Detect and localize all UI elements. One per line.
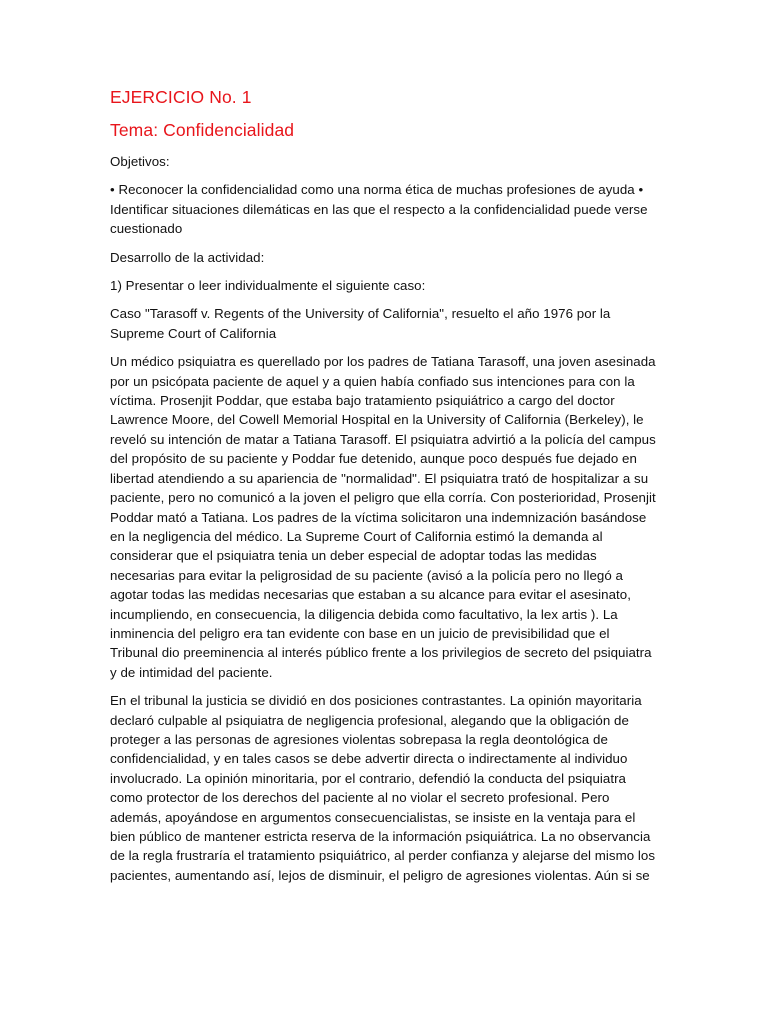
case-title: Caso "Tarasoff v. Regents of the University of California", resuelto el año 1976 por la Supreme Court of California — [110, 306, 611, 341]
objectives-label: Objetivos: — [110, 154, 170, 169]
case-paragraph: Un médico psiquiatra es querellado por los padres de Tatiana Tarasoff, una joven asesinada por un psicópata paciente de aquel y a quien había confiado sus intenciones para con la víctima. Prosenjit Poddar, que estaba bajo tratamiento psiquiátrico a cargo del doctor Lawrence Moore, del Cowell Memorial Hospital en la University of California (Berkeley), le reveló su intención de matar a Tatiana Tarasoff. El psiquiatra advirtió a la policía del campus del propósito de su paciente y Poddar fue detenido, aunque poco después fue dejado en libertad atendiendo a su apariencia de "normalidad". El psiquiatra trató de hospitalizar a su paciente, pero no comunicó a la joven el peligro que ella corría. Con posterioridad, Prosenjit Poddar mató a Tatiana. Los padres de la víctima solicitaron una indemnización basándose en la negligencia del médico. La Supreme Court of California estimó la demanda al considerar que el psiquiatra tenia un deber especial de adoptar todas las medidas necesarias para evitar la peligrosidad de su paciente (avisó a la policía pero no llegó a agotar todas las medidas necesarias que estaban a su alcance para evitar el asesinato, incumpliendo, en consecuencia, la diligencia debida como facultativo, la lex artis ). La inminencia del peligro era tan evidente con base en un juicio de previsibilidad que el Tribunal dio preeminencia al interés público frente a los privilegios de secreto del psiquiatra y de intimidad del paciente. — [110, 354, 656, 680]
step-one: 1) Presentar o leer individualmente el siguiente caso: — [110, 278, 426, 294]
activity-label: Desarrollo de la actividad: — [110, 249, 265, 265]
objectives-list: • Reconocer la confidencialidad como una norma ética de muchas profesiones de ayuda • Identificar situaciones dilemáticas en las que el respecto a la confidencialidad puede verse cuestionado — [110, 182, 648, 237]
exercise-title: EJERCICIO No. 1 — [110, 87, 252, 107]
topic-title: Tema: Confidencialidad — [110, 120, 295, 140]
tribunal-paragraph: En el tribunal la justicia se dividió en dos posiciones contrastantes. La opinión mayoritaria declaró culpable al psiquiatra de negligencia profesional, alegando que la obligación de proteger a las personas de agresiones violentas sobrepasa la regla deontológica de confidencialidad, y en tales casos se debe advertir directa o indirectamente al individuo involucrado. La opinión minoritaria, por el contrario, defendió la conducta del psiquiatra como protector de los derechos del paciente al no violar el secreto profesional. Pero además, apoyándose en argumentos consecuencialistas, se insiste en la ventaja para el bien público de mantener estricta reserva de la información psiquiátrica. La no observancia de la regla frustraría el tratamiento psiquiátrico, al perder confianza y alejarse del mismo los pacientes, aumentando así, lejos de disminuir, el peligro de agresiones violentas. Aún si se — [110, 693, 656, 883]
document-page — [110, 86, 658, 894]
